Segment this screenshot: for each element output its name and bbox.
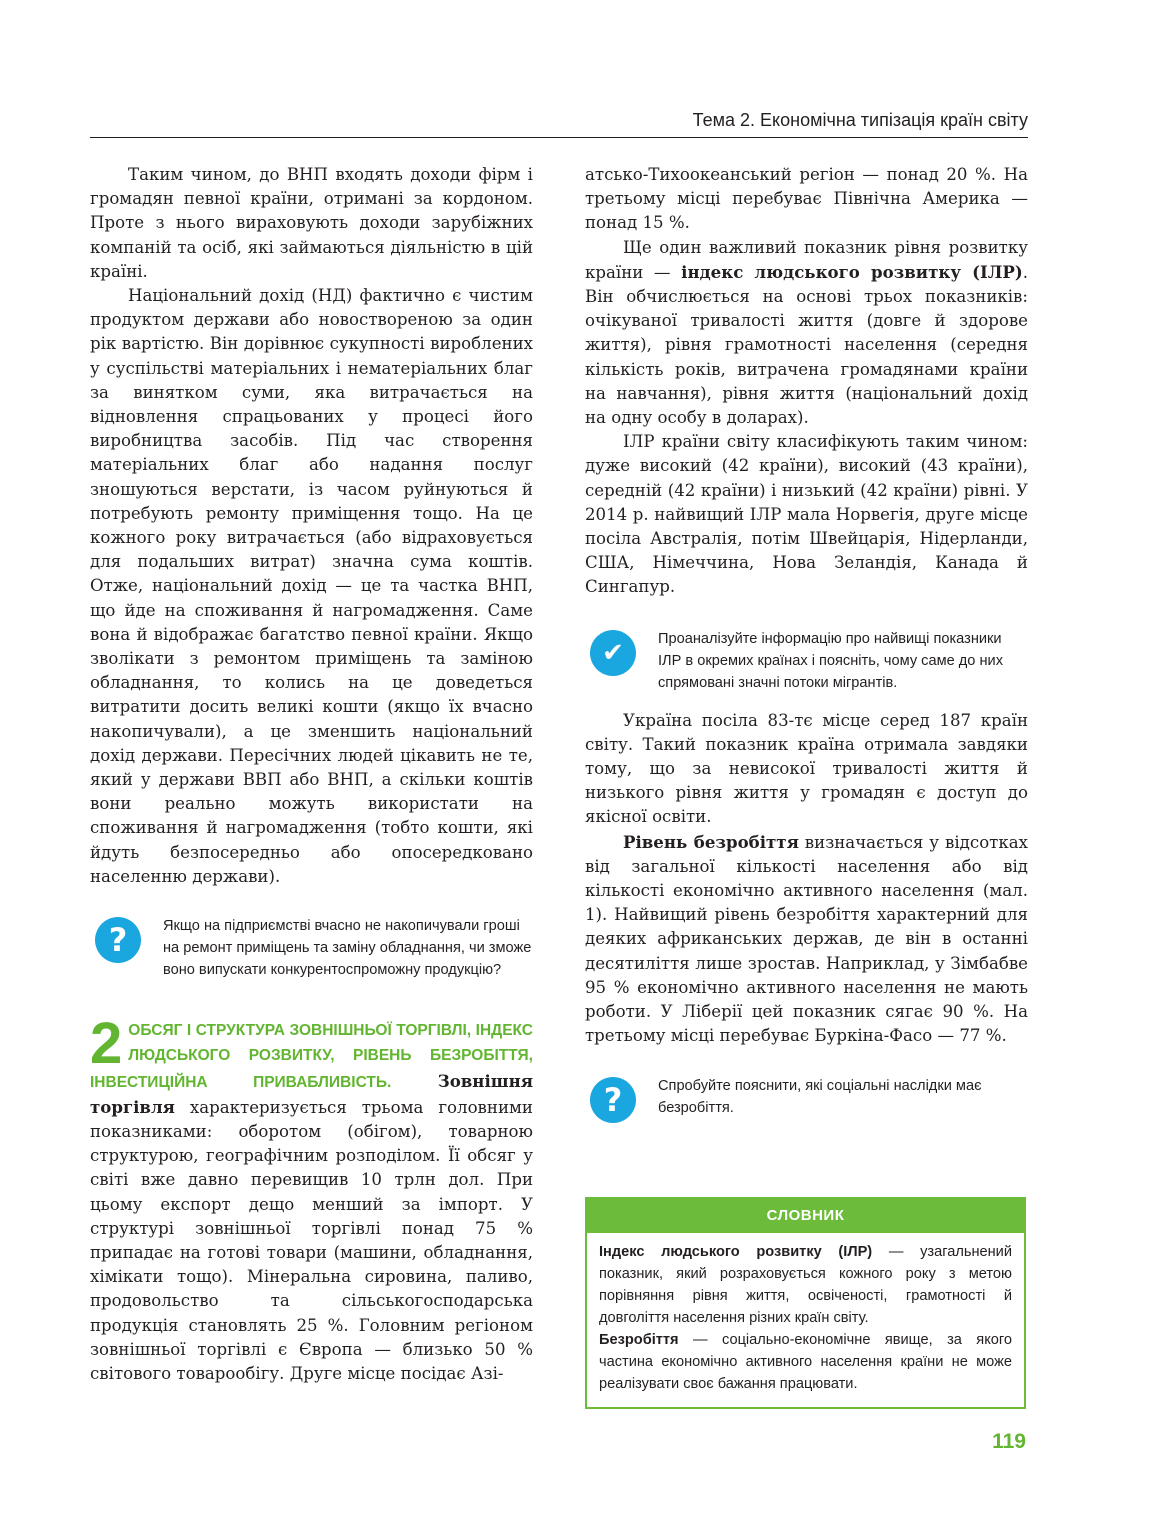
question-icon: ? — [95, 917, 141, 963]
glossary-definition: — узагальнений показник, який розраховується кожного року з метою порівняння рівня життя, освіченості, грамотності й довголіття населення різних країн світу. — [599, 1244, 1012, 1326]
question-note — [585, 1075, 1028, 1123]
note-text: Проаналізуйте інформацію про найвищі показники ІЛР в окремих країнах і поясніть, чому саме до них спрямовані значні потоки мігрантів. — [658, 630, 1003, 691]
paragraph: атсько-Тихоокеанський регіон — понад 20 %. На третьому місці перебуває Північна Америка — понад 15 %. — [585, 165, 1028, 233]
term: Рівень безробіття — [623, 831, 799, 852]
glossary-term: Безробіття — [599, 1332, 679, 1348]
glossary-definition: — соціально-економічне явище, за якого частина економічно активного населення країни не може реалізувати своє бажання працювати. — [599, 1332, 1012, 1392]
note-text: Спробуйте пояснити, які соціальні наслідки має безробіття. — [658, 1077, 982, 1116]
paragraph — [585, 236, 1028, 431]
paragraph — [585, 830, 1028, 1049]
text: Ще один важливий показник рівня розвитку країни — — [585, 237, 1028, 282]
paragraph: Таким чином, до ВНП входять доходи фірм і громадян певної країни, отримані за кордоном. Проте з нього вираховують доходи зарубіжних компаній та осіб, які займаються діяльністю в цій країні. — [90, 165, 533, 281]
running-header: Тема 2. Економічна типізація країн світу — [692, 110, 1028, 130]
question-icon: ? — [590, 1077, 636, 1123]
glossary-box — [585, 1197, 1026, 1409]
note-text: Якщо на підприємстві вчасно не накопичували гроші на ремонт приміщень та заміну обладнання, чи зможе воно випускати конкурентоспроможну продукцію? — [163, 918, 532, 979]
term: індекс людського розвитку (ІЛР) — [681, 261, 1023, 282]
glossary-title: СЛОВНИК — [587, 1199, 1024, 1233]
header-rule — [90, 137, 1028, 138]
text: . Він обчислюється на основі трьох показників: очікуваної тривалості життя (довге й здорове життя), рівня грамотності населення (середня кількість років, витрачена громадянами країни на навчання), рівня життя (національний дохід на одну особу в доларах). — [585, 262, 1028, 428]
paragraph: Україна посіла 83-тє місце серед 187 країн світу. Такий показник країна отримала завдяки тому, що за невисокої тривалості життя й низького рівня життя у громадян є доступ до якісної освіти. — [585, 710, 1028, 827]
right-column — [585, 163, 1028, 1123]
check-icon: ✔ — [590, 630, 636, 676]
glossary-term: Індекс людського розвитку (ІЛР) — [599, 1244, 873, 1260]
section-number: 2 — [90, 1011, 123, 1077]
check-note — [585, 628, 1028, 694]
paragraph: ІЛР країни світу класифікують таким чином: дуже високий (42 країни), високий (43 країни), середній (42 країни) і низький (42 країни) рівні. У 2014 р. найвищий ІЛР мала Норвегія, друге місце посіла Австралія, потім Швейцарія, Нідерланди, США, Німеччина, Нова Зеландія, Канада й Сингапур. — [585, 432, 1028, 597]
page-number: 119 — [992, 1430, 1026, 1453]
term: Зовнішня торгівля — [90, 1070, 533, 1117]
paragraph: Національний дохід (НД) фактично є чистим продуктом держави або новоствореною за один рік вартістю. Він дорівнює сукупності вироблених у суспільстві матеріальних і нематеріальних благ за винятком суми, яка витрачається на відновлення спрацьованих у процесі його виробництва засобів. Під час створення матеріальних благ або надання послуг зношуються верстати, із часом руйнуються й потребують ремонту приміщення тощо. На це кожного року витрачається (або відраховується для подальших витрат) значна сума коштів. Отже, національний дохід — це та частка ВНП, що йде на споживання й нагромадження. Саме вона й відображає багатство певної країни. Якщо зволікати з ремонтом приміщень та заміною обладнання, то колись на це доведеться витратити досить великі кошти (якщо їх вчасно накопичували), а це зменшить національний дохід держави. Пересічних людей цікавить не те, який у держави ВВП або ВНП, а скільки коштів вони реально можуть використати на споживання й нагромадження (тобто кошти, які йдуть безпосередньо або опосередковано населенню держави). — [90, 286, 533, 886]
section-text: характеризується трьома головними показниками: оборотом (обігом), товарною структурою, географічним розподілом. Її обсяг у світі вже давно перевищив 10 трлн дол. При цьому експорт дещо менший за імпорт. У структурі зовнішньої торгівлі понад 75 % припадає на готові товари (машини, обладнання, хімікати тощо). Мінеральна сировина, паливо, продовольство та сільськогосподарська продукція становлять 25 %. Головним регіоном зовнішньої торгівлі є Європа — близько 50 % світового товарообігу. Друге місце посідає Азі- — [90, 1097, 533, 1383]
glossary-entry — [599, 1329, 1012, 1395]
question-note — [90, 915, 533, 981]
section-title: ОБСЯГ І СТРУКТУРА ЗОВНІШНЬОЇ ТОРГІВЛІ, ІНДЕКС ЛЮДСЬКОГО РОЗВИТКУ, РІВЕНЬ БЕЗРОБІТТЯ, ІНВЕСТИЦІЙНА ПРИВАБЛИВІСТЬ. — [90, 1022, 533, 1091]
section-2 — [90, 1011, 533, 1386]
text: визначається у відсотках від загальної кількості населення або від кількості економічно активного населення (мал. 1). Найвищий рівень безробіття характерний для деяких африканських держав, де він в останні десятиліття лише зростав. Наприклад, у Зімбабве 95 % економічно активного населення не мають роботи. У Ліберії цей показник сягає 90 %. На третьому місці перебуває Буркіна-Фасо — 77 %. — [585, 832, 1028, 1046]
left-column — [90, 163, 533, 1386]
glossary-entry — [599, 1241, 1012, 1329]
glossary-body — [587, 1233, 1024, 1395]
